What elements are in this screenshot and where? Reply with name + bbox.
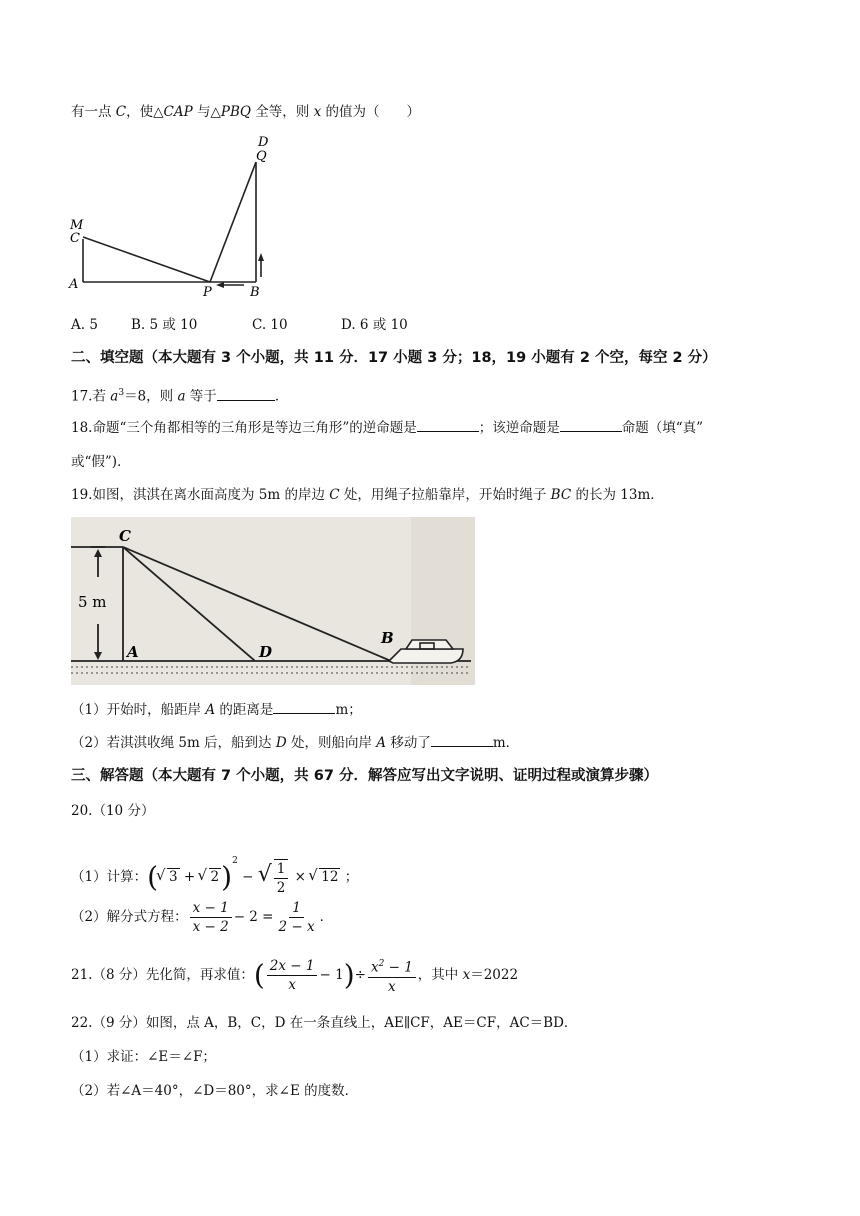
q21-frac2-den: x [388, 978, 396, 995]
q17-text: 等于 [185, 388, 217, 405]
q19-label-a: A [127, 643, 139, 661]
q22-line3: （2）若∠A＝40°，∠D＝80°，求∠E 的度数． [71, 1083, 359, 1099]
q19-point-a: A [376, 735, 387, 751]
q19-label-c: C [119, 527, 131, 545]
q21: 21.（8 分）先化简，再求值：( $\frac{2x - 1}{x}$ − 1)÷ $\frac{x^2 - 1}{x}$ ，其中 x＝2022 [71, 955, 518, 996]
q18-text: 18.命题“三个角都相等的三角形是等边三角形”的逆命题是 [71, 420, 417, 436]
q17 [71, 383, 288, 407]
q21-frac1-num: 2x − 1 [267, 957, 318, 976]
q21-frac2-num [368, 955, 416, 978]
q20-sub1: （1）计算：(√ 3 + √ 2)$^2$ − √ $\frac{1}{2}$ × √ 12 ； [71, 842, 358, 897]
q19-text: （1）开始时，船距岸 [71, 702, 206, 718]
section2-heading: 二、填空题（本大题有 3 个小题，共 11 分．17 小题 3 分；18，19 小题有 2 个空，每空 2 分） [71, 350, 717, 366]
q20-sqrt-2: √ 2 [209, 868, 222, 885]
q20-frac1-num: x − 1 [190, 899, 232, 918]
q17-text: ． [274, 388, 289, 405]
q19-blank-2[interactable] [431, 733, 493, 747]
q17-text: 17.若 [71, 388, 111, 405]
q16-option-a[interactable]: A. 5 [71, 317, 98, 333]
q20-frac2-den: 2 − x [278, 919, 315, 935]
q19-label-b: B [381, 629, 394, 647]
q16-var-x: x [313, 104, 322, 120]
q20-frac-1 [190, 899, 232, 936]
q19-text: 处，用绳子拉船靠岸，开始时绳子 [339, 487, 551, 503]
q18-line2: 或“假”)． [71, 454, 131, 470]
q22-line2: （1）求证：∠E＝∠F； [71, 1049, 216, 1065]
q17-text: ＝8，则 [124, 388, 178, 405]
q16-stem-text: 有一点 [71, 104, 116, 120]
q20-text: ． [319, 909, 334, 925]
q18-blank-1[interactable] [417, 418, 479, 432]
q16-stem-text: 全等，则 [250, 104, 314, 120]
q21-frac1-den: x [288, 976, 296, 993]
q19-text: 处，则船向岸 [286, 735, 377, 751]
q19-text: 19.如图，淇淇在离水面高度为 5m 的岸边 [71, 487, 330, 503]
q20-sub2-label: （2）解分式方程： [71, 909, 188, 925]
q18-blank-2[interactable] [560, 418, 622, 432]
q19-segment-bc: BC [550, 487, 572, 503]
q17-exponent: 3 [118, 388, 125, 398]
q20-frac2-num: 1 [289, 899, 304, 918]
q16-options [71, 315, 408, 335]
q16-figure [66, 132, 286, 302]
q18-text: 命题（填“真” [621, 420, 704, 436]
q20-half-num: 1 [274, 860, 289, 879]
q21-frac-2 [368, 955, 416, 996]
q16-label-p: P [203, 285, 212, 300]
q16-stem-text: 与△ [192, 104, 221, 120]
q16-label-c: C [70, 231, 80, 246]
q16-label-a: A [69, 277, 79, 292]
q16-stem-text: ，使△ [126, 104, 164, 120]
q19-sub2 [71, 733, 519, 753]
q21-text: ＝2022 [470, 966, 519, 983]
q16-option-b[interactable]: B. 5 或 10 [131, 317, 198, 333]
q21-text: ，其中 [417, 966, 463, 983]
q18-line1 [71, 418, 703, 438]
q20-sqrt-12: √ 12 [319, 868, 340, 885]
q19-label-height: 5 m [78, 593, 107, 611]
q20-frac-2 [276, 899, 318, 936]
q20-sub1-label: （1）计算： [71, 869, 148, 885]
q19-text: m； [335, 702, 362, 718]
q20-half [274, 859, 289, 897]
q19-text: 移动了 [386, 735, 431, 751]
q20-square: 2 [232, 856, 238, 866]
q19-text: m． [492, 735, 520, 751]
q19-figure [71, 517, 475, 685]
q21-var-x: x [462, 966, 471, 983]
q21-frac-1 [267, 957, 318, 994]
q21-text: − 1 [319, 966, 344, 983]
q19-text: （2）若淇淇收绳 5m 后，船到达 [71, 735, 276, 751]
q20-half-den: 2 [276, 879, 286, 896]
q19-text: 的距离是 [215, 702, 274, 718]
q16-label-q: Q [256, 149, 267, 164]
q22-line1: 22.（9 分）如图，点 A，B，C，D 在一条直线上，AE∥CF，AE＝CF，AC＝BD． [71, 1015, 578, 1031]
q19-point-c: C [329, 487, 340, 503]
q16-label-b: B [250, 285, 260, 300]
q20-text: − 2 = [233, 909, 274, 925]
q16-point-c: C [115, 104, 127, 120]
section3-heading: 三、解答题（本大题有 7 个小题，共 67 分．解答应写出文字说明、证明过程或演算步骤） [71, 768, 658, 784]
q17-var-a: a [110, 388, 119, 405]
q16-option-c[interactable]: C. 10 [252, 317, 288, 333]
q19-blank-1[interactable] [273, 700, 335, 714]
q20-text: ； [344, 869, 359, 885]
q19-label-d: D [259, 643, 273, 661]
q16-option-d[interactable]: D. 6 或 10 [341, 317, 408, 333]
q16-stem-text: 的值为（ ） [321, 104, 420, 120]
q19-point-d: D [275, 735, 287, 751]
q19-stem [71, 485, 664, 505]
q21-text: − 1 [384, 959, 413, 976]
q21-exponent: 2 [378, 959, 385, 969]
q19-point-a: A [205, 702, 216, 718]
q16-label-d: D [258, 135, 269, 150]
q16-label-m: M [70, 218, 84, 233]
q20-sub2 [71, 898, 333, 936]
q16-triangle-cap: CAP [163, 104, 193, 120]
q16-triangle-pbq: PBQ [220, 104, 251, 120]
q17-var-a: a [177, 388, 186, 405]
q20-sqrt-3: √ 3 [167, 868, 180, 885]
q20-frac1-den: x − 2 [192, 919, 229, 935]
q17-answer-blank[interactable] [217, 387, 275, 401]
q16-stem [71, 102, 420, 122]
q21-label: 21.（8 分）先化简，再求值： [71, 966, 254, 983]
q21-text: ÷ [354, 966, 366, 983]
q21-var: x [370, 959, 379, 976]
q19-sub1 [71, 700, 362, 720]
q19-text: 的长为 13m． [571, 487, 664, 503]
q18-text: ；该逆命题是 [478, 420, 560, 436]
q20-title: 20.（10 分） [71, 803, 155, 819]
